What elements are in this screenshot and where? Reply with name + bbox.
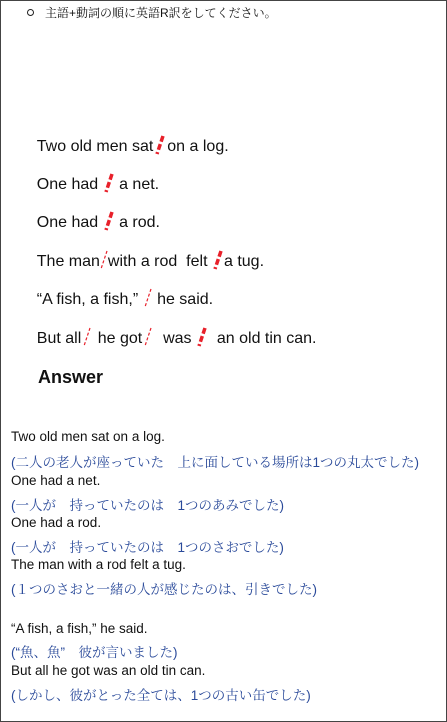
thin-slash-mark-icon xyxy=(143,287,153,309)
sentence-5-quote: “A fish, a fish,” xyxy=(36,291,139,308)
sentence-3-rest: a rod. xyxy=(119,214,160,231)
bold-slash-mark-icon xyxy=(103,210,115,232)
thin-slash-mark-icon xyxy=(142,326,154,348)
sentence-1-subject-verb: Two old men sat xyxy=(36,138,154,155)
sentence-6-part-1: But all xyxy=(36,330,82,347)
bullet-circle-icon xyxy=(27,9,34,16)
instruction-text: 主語+動詞の順に英語R訳をしてください。 xyxy=(45,6,277,20)
answer-3-japanese: (一人が 持っていたのは 1つのさおでした) xyxy=(11,540,284,555)
sentence-6-part-3: was xyxy=(163,330,192,347)
sentence-1-rest: on a log. xyxy=(167,138,229,155)
answer-5-japanese: (“魚、魚” 彼が言いました) xyxy=(11,645,178,660)
thin-slash-mark-icon xyxy=(100,249,108,271)
answer-3-english: One had a rod. xyxy=(11,515,102,530)
answer-6-japanese: (しかし、彼がとった全ては、1つの古い缶でした) xyxy=(11,688,311,703)
bold-slash-mark-icon xyxy=(196,326,208,348)
thin-slash-mark-icon xyxy=(81,326,93,348)
sentence-4-rest: a tug. xyxy=(223,253,265,270)
answer-6-english: But all he got was an old tin can. xyxy=(11,663,206,678)
sentence-6-part-4: an old tin can. xyxy=(216,330,317,347)
sentence-3-subject-verb: One had xyxy=(36,214,99,231)
sentence-2-subject-verb: One had xyxy=(36,176,99,193)
sentence-6-part-2: he got xyxy=(97,330,143,347)
sentence-5-rest: he said. xyxy=(157,291,214,308)
answer-2-japanese: (一人が 持っていたのは 1つのあみでした) xyxy=(11,498,284,513)
bold-slash-mark-icon xyxy=(103,172,115,194)
sentence-6 xyxy=(19,308,317,366)
sentence-2-rest: a net. xyxy=(119,176,160,193)
sentence-4-modifier-verb: with a rod felt xyxy=(107,253,208,270)
answer-2-english: One had a net. xyxy=(11,473,101,488)
bold-slash-mark-icon xyxy=(212,249,224,271)
answer-4-english: The man with a rod felt a tug. xyxy=(11,557,186,572)
answer-5-english: “A fish, a fish,” he said. xyxy=(11,621,148,636)
answer-1-japanese: (二人の老人が座っていた 上に面している場所は1つの丸太でした) xyxy=(11,455,419,470)
answer-4-japanese: (１つのさおと一緒の人が感じたのは、引きでした) xyxy=(11,582,317,597)
sentence-4-subject: The man xyxy=(36,253,100,270)
answer-1-english: Two old men sat on a log. xyxy=(11,429,165,444)
bold-slash-mark-icon xyxy=(153,134,167,156)
answer-heading: Answer xyxy=(38,367,104,387)
instruction-line xyxy=(27,4,277,21)
